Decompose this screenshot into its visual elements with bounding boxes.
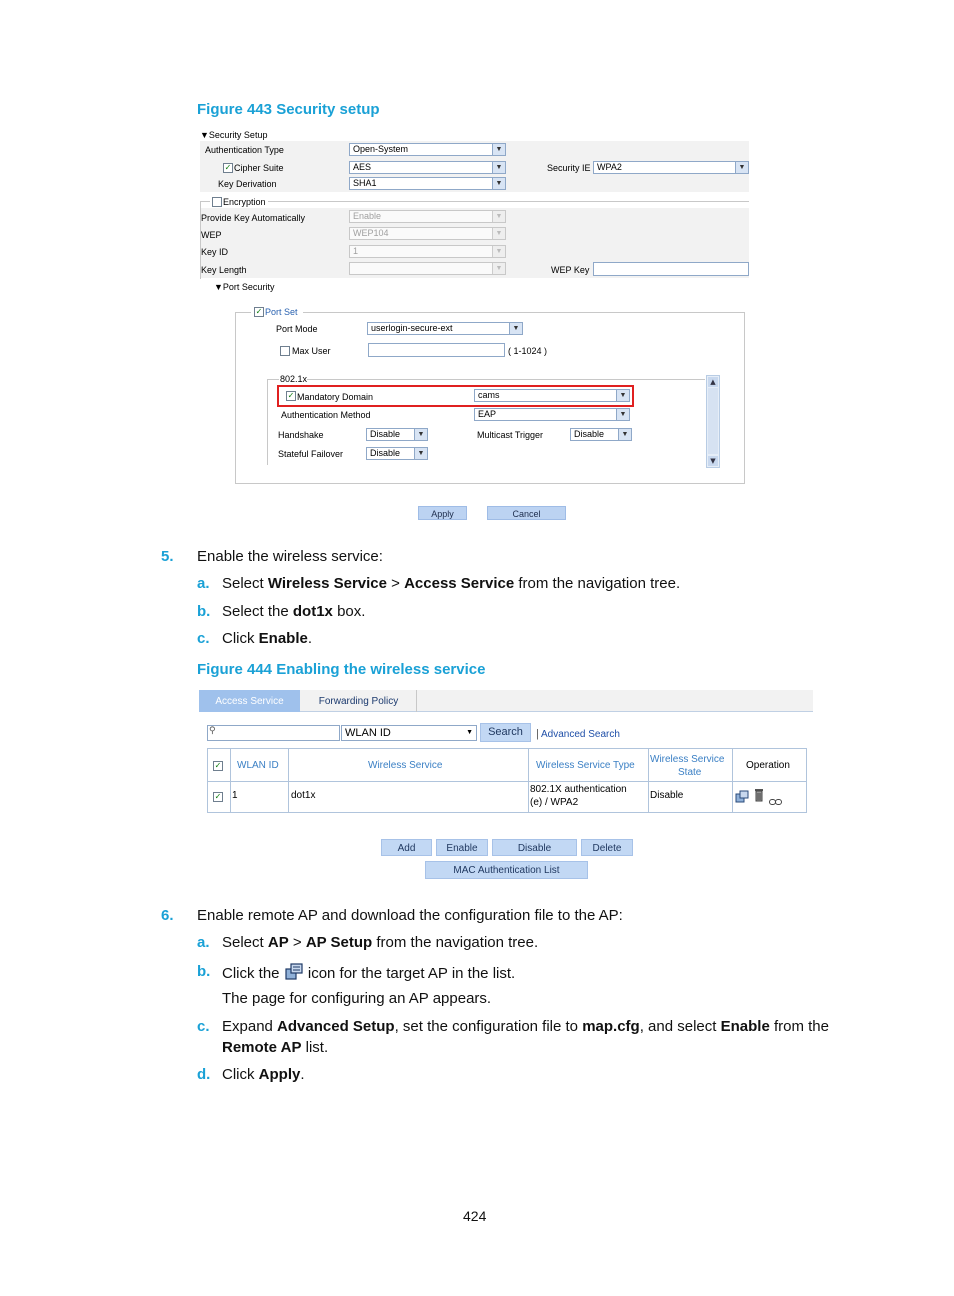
figure-443-title: Figure 443 Security setup [197, 101, 380, 118]
handshake-label: Handshake [278, 430, 324, 440]
auth-method-select[interactable] [474, 408, 630, 421]
auth-method-value: EAP [478, 409, 497, 419]
step-6c-letter: c. [197, 1018, 210, 1035]
dropdown-arrow-icon: ▼ [492, 228, 505, 239]
stateful-failover-label: Stateful Failover [278, 449, 344, 459]
dropdown-arrow-icon: ▼ [414, 448, 427, 459]
stateful-failover-select[interactable] [366, 447, 428, 460]
enable-button[interactable]: Enable [436, 839, 488, 856]
cipher-suite-checkbox[interactable]: ✓ [224, 163, 232, 172]
handshake-select[interactable] [366, 428, 428, 441]
security-setup-toggle[interactable] [200, 130, 267, 140]
key-id-value: 1 [353, 246, 359, 256]
encryption-checkbox[interactable] [212, 197, 222, 207]
tab-forwarding-policy[interactable]: Forwarding Policy [301, 690, 417, 712]
port-mode-value: userlogin-secure-ext [371, 323, 453, 333]
col-service-state-1[interactable]: Wireless Service [650, 754, 725, 765]
key-derivation-value: SHA1 [353, 178, 377, 188]
provide-key-value: Enable [353, 211, 382, 221]
cipher-suite-value: AES [353, 162, 372, 172]
delete-icon[interactable] [754, 787, 764, 801]
port-set-label: Port Set [265, 307, 298, 317]
step-6-number: 6. [161, 907, 174, 924]
security-setup-label: Security Setup [208, 130, 268, 140]
encryption-label: Encryption [223, 197, 266, 207]
scroll-down-icon[interactable]: ▼ [708, 456, 718, 466]
security-ie-label: Security IE [547, 163, 591, 173]
cipher-suite-label: Cipher Suite [234, 163, 284, 173]
wep-label: WEP [201, 230, 222, 240]
step-5-number: 5. [161, 548, 174, 565]
scroll-thumb[interactable] [708, 388, 718, 454]
step-6b-text: Click the icon for the target AP in the list. [222, 965, 516, 982]
divider [267, 379, 279, 380]
figure-444-title: Figure 444 Enabling the wireless service [197, 661, 486, 678]
max-user-input[interactable] [368, 343, 505, 357]
key-derivation-label: Key Derivation [218, 179, 277, 189]
multicast-trigger-label: Multicast Trigger [477, 430, 544, 440]
scroll-up-icon[interactable]: ▲ [708, 377, 718, 387]
auth-type-value: Open-System [353, 144, 409, 154]
step-6a-text: Select AP > AP Setup from the navigation tree. [222, 934, 539, 951]
dropdown-arrow-icon: ▼ [509, 323, 522, 334]
mandatory-domain-select[interactable] [474, 389, 630, 402]
dropdown-arrow-icon: ▼ [618, 429, 631, 440]
search-button[interactable]: Search [480, 723, 531, 742]
handshake-value: Disable [370, 429, 401, 439]
divider [230, 748, 231, 813]
divider [732, 748, 733, 813]
tab-access-service[interactable]: Access Service [199, 690, 300, 712]
dropdown-arrow-icon: ▼ [492, 162, 505, 173]
dropdown-arrow-icon: ▼ [492, 211, 505, 222]
separator: | [536, 728, 539, 740]
provide-key-select[interactable] [349, 210, 506, 223]
row-service-name: dot1x [291, 790, 316, 801]
collapse-arrow-icon: ▼ [200, 130, 209, 140]
auth-type-select[interactable] [349, 143, 506, 156]
dropdown-arrow-icon: ▼ [616, 409, 629, 420]
divider [648, 748, 649, 813]
multicast-trigger-select[interactable] [570, 428, 632, 441]
step-6a-letter: a. [197, 934, 210, 951]
step-5b-text: Select the dot1x box. [222, 603, 366, 620]
dropdown-arrow-icon: ▼ [735, 162, 748, 173]
auth-method-label: Authentication Method [281, 410, 371, 420]
search-field-value: WLAN ID [345, 727, 391, 739]
divider [288, 748, 289, 813]
stateful-failover-value: Disable [370, 448, 401, 458]
mac-auth-list-button[interactable]: MAC Authentication List [425, 861, 588, 879]
divider [200, 201, 210, 202]
dropdown-arrow-icon: ▼ [492, 178, 505, 189]
divider [267, 379, 268, 465]
key-length-select[interactable] [349, 262, 506, 275]
step-5b-letter: b. [197, 603, 211, 620]
max-user-checkbox[interactable] [280, 346, 290, 356]
step-6c-text-line2: Remote AP list. [222, 1039, 329, 1056]
dropdown-arrow-icon: ▼ [616, 390, 629, 401]
row-state: Disable [650, 790, 684, 801]
dropdown-arrow-icon: ▼ [414, 429, 427, 440]
wep-key-label: WEP Key [551, 265, 590, 275]
max-user-range: ( 1-1024 ) [508, 346, 548, 356]
dropdown-arrow-icon: ▼ [492, 144, 505, 155]
step-6b-letter: b. [197, 963, 211, 980]
wep-value: WEP104 [353, 228, 389, 238]
divider [268, 201, 749, 202]
multicast-trigger-value: Disable [574, 429, 605, 439]
disable-button[interactable]: Disable [492, 839, 577, 856]
ap-config-icon[interactable] [735, 788, 749, 801]
step-5-text: Enable the wireless service: [197, 548, 383, 565]
search-input[interactable] [207, 725, 340, 741]
divider [207, 781, 807, 782]
cipher-suite-select[interactable] [349, 161, 506, 174]
collapse-arrow-icon: ▼ [214, 282, 223, 292]
step-6d-letter: d. [197, 1066, 211, 1083]
scrollbar[interactable] [706, 375, 720, 468]
link-icon[interactable] [769, 791, 782, 799]
divider [307, 379, 705, 380]
step-5a-letter: a. [197, 575, 210, 592]
search-field-select[interactable] [341, 725, 477, 741]
max-user-label: Max User [292, 346, 331, 356]
port-mode-label: Port Mode [276, 324, 318, 334]
advanced-search-link[interactable]: Advanced Search [541, 729, 620, 740]
step-6c-text: Expand Advanced Setup, set the configuration file to map.cfg, and select Enable from the [222, 1018, 829, 1035]
step-5c-text: Click Enable. [222, 630, 313, 647]
col-service-type[interactable]: Wireless Service Type [536, 760, 635, 771]
auth-type-label: Authentication Type [205, 145, 284, 155]
key-id-select[interactable] [349, 245, 506, 258]
mandatory-domain-value: cams [478, 390, 500, 400]
mandatory-domain-checkbox[interactable]: ✓ [287, 391, 295, 400]
key-length-label: Key Length [201, 265, 247, 275]
wep-key-input[interactable] [593, 262, 749, 276]
provide-key-label: Provide Key Automatically [201, 213, 306, 223]
divider [528, 748, 529, 813]
key-derivation-select[interactable] [349, 177, 506, 190]
page-number: 424 [463, 1208, 487, 1224]
mandatory-domain-label: Mandatory Domain [297, 392, 374, 402]
col-wlan-id[interactable]: WLAN ID [237, 760, 279, 771]
step-6-text: Enable remote AP and download the configuration file to the AP: [197, 907, 623, 924]
key-id-label: Key ID [201, 247, 229, 257]
row-checkbox[interactable]: ✓ [214, 792, 222, 801]
step-6b-note: The page for configuring an AP appears. [222, 990, 492, 1007]
security-ie-select[interactable] [593, 161, 749, 174]
step-5c-letter: c. [197, 630, 210, 647]
search-icon: ⚲ [209, 726, 216, 736]
col-service-state-2[interactable]: State [678, 767, 702, 778]
dot1x-group-label: 802.1x [280, 374, 308, 384]
divider [303, 312, 745, 313]
step-6d-text: Click Apply. [222, 1066, 305, 1083]
dropdown-arrow-icon: ▼ [492, 263, 505, 274]
delete-button[interactable]: Delete [581, 839, 633, 856]
select-all-checkbox[interactable]: ✓ [214, 761, 222, 770]
wep-select[interactable] [349, 227, 506, 240]
col-operation: Operation [746, 760, 790, 771]
port-set-checkbox[interactable]: ✓ [255, 307, 263, 316]
dropdown-arrow-icon: ▼ [466, 729, 473, 736]
row-service-type-2: (e) / WPA2 [530, 797, 579, 808]
row-wlan-id: 1 [232, 790, 238, 801]
ap-config-icon [284, 963, 304, 981]
port-security-label: Port Security [222, 282, 275, 292]
port-security-toggle[interactable] [214, 282, 274, 292]
dropdown-arrow-icon: ▼ [492, 246, 505, 257]
row-service-type-1: 802.1X authentication [530, 784, 627, 795]
add-button[interactable]: Add [381, 839, 432, 856]
step-5a-text: Select Wireless Service > Access Service from the navigation tree. [222, 575, 681, 592]
port-mode-select[interactable] [367, 322, 523, 335]
security-ie-value: WPA2 [597, 162, 622, 172]
apply-button[interactable]: Apply [418, 506, 467, 520]
col-wireless-service[interactable]: Wireless Service [368, 760, 443, 771]
divider [235, 312, 251, 313]
cancel-button[interactable]: Cancel [487, 506, 566, 520]
